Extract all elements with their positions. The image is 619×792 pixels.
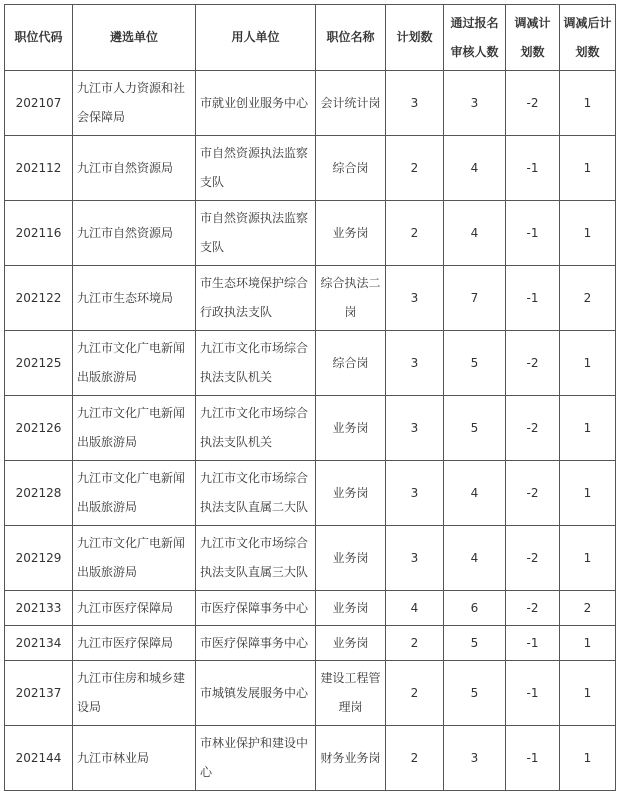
plan-cell: 3 (386, 331, 444, 396)
reduction-cell: -2 (506, 461, 560, 526)
code-cell: 202122 (5, 266, 73, 331)
table-row (5, 201, 616, 266)
after-cell: 1 (560, 331, 616, 396)
employer-cell: 市医疗保障事务中心 (196, 626, 316, 661)
after-cell: 1 (560, 626, 616, 661)
employer-cell: 九江市文化市场综合执法支队直属二大队 (196, 461, 316, 526)
reduction-cell: -2 (506, 526, 560, 591)
table-row (5, 726, 616, 791)
after-cell: 1 (560, 201, 616, 266)
selecting-unit-cell: 九江市人力资源和社会保障局 (73, 71, 196, 136)
approved-cell: 4 (444, 136, 506, 201)
table-row (5, 396, 616, 461)
after-cell: 1 (560, 661, 616, 726)
after-cell: 1 (560, 396, 616, 461)
header-cell: 职位代码 (5, 5, 73, 71)
code-cell: 202129 (5, 526, 73, 591)
after-cell: 2 (560, 266, 616, 331)
employer-cell: 市就业创业服务中心 (196, 71, 316, 136)
code-cell: 202107 (5, 71, 73, 136)
code-cell: 202112 (5, 136, 73, 201)
reduction-cell: -2 (506, 396, 560, 461)
reduction-cell: -2 (506, 71, 560, 136)
after-cell: 1 (560, 461, 616, 526)
header-row (5, 5, 616, 71)
approved-cell: 5 (444, 396, 506, 461)
reduction-cell: -1 (506, 136, 560, 201)
employer-cell: 市生态环境保护综合行政执法支队 (196, 266, 316, 331)
code-cell: 202137 (5, 661, 73, 726)
plan-cell: 3 (386, 71, 444, 136)
after-cell: 1 (560, 526, 616, 591)
employer-cell: 九江市文化市场综合执法支队直属三大队 (196, 526, 316, 591)
selecting-unit-cell: 九江市生态环境局 (73, 266, 196, 331)
header-cell: 用人单位 (196, 5, 316, 71)
position-cell: 业务岗 (316, 591, 386, 626)
selecting-unit-cell: 九江市住房和城乡建设局 (73, 661, 196, 726)
table-row (5, 266, 616, 331)
table-row (5, 591, 616, 626)
plan-cell: 2 (386, 661, 444, 726)
selecting-unit-cell: 九江市文化广电新闻出版旅游局 (73, 331, 196, 396)
plan-cell: 4 (386, 591, 444, 626)
approved-cell: 6 (444, 591, 506, 626)
selecting-unit-cell: 九江市文化广电新闻出版旅游局 (73, 461, 196, 526)
approved-cell: 4 (444, 461, 506, 526)
selecting-unit-cell: 九江市林业局 (73, 726, 196, 791)
position-cell: 财务业务岗 (316, 726, 386, 791)
plan-cell: 2 (386, 626, 444, 661)
position-cell: 业务岗 (316, 526, 386, 591)
code-cell: 202144 (5, 726, 73, 791)
after-cell: 2 (560, 591, 616, 626)
table-row (5, 331, 616, 396)
table-row (5, 71, 616, 136)
selecting-unit-cell: 九江市医疗保障局 (73, 626, 196, 661)
header-cell: 职位名称 (316, 5, 386, 71)
approved-cell: 4 (444, 526, 506, 591)
approved-cell: 5 (444, 331, 506, 396)
after-cell: 1 (560, 136, 616, 201)
reduction-cell: -1 (506, 266, 560, 331)
reduction-cell: -1 (506, 626, 560, 661)
position-adjustment-table (4, 4, 616, 791)
plan-cell: 2 (386, 136, 444, 201)
selecting-unit-cell: 九江市医疗保障局 (73, 591, 196, 626)
plan-cell: 3 (386, 396, 444, 461)
position-cell: 会计统计岗 (316, 71, 386, 136)
selecting-unit-cell: 九江市自然资源局 (73, 201, 196, 266)
employer-cell: 市自然资源执法监察支队 (196, 136, 316, 201)
approved-cell: 7 (444, 266, 506, 331)
approved-cell: 4 (444, 201, 506, 266)
position-cell: 综合执法二岗 (316, 266, 386, 331)
after-cell: 1 (560, 71, 616, 136)
position-cell: 建设工程管理岗 (316, 661, 386, 726)
reduction-cell: -1 (506, 661, 560, 726)
reduction-cell: -1 (506, 201, 560, 266)
reduction-cell: -2 (506, 331, 560, 396)
approved-cell: 3 (444, 71, 506, 136)
approved-cell: 5 (444, 626, 506, 661)
header-cell: 计划数 (386, 5, 444, 71)
reduction-cell: -1 (506, 726, 560, 791)
table-row (5, 526, 616, 591)
table-row (5, 461, 616, 526)
code-cell: 202128 (5, 461, 73, 526)
position-cell: 业务岗 (316, 461, 386, 526)
header-cell: 调减计划数 (506, 5, 560, 71)
approved-cell: 5 (444, 661, 506, 726)
employer-cell: 市城镇发展服务中心 (196, 661, 316, 726)
position-cell: 综合岗 (316, 136, 386, 201)
employer-cell: 市林业保护和建设中心 (196, 726, 316, 791)
code-cell: 202126 (5, 396, 73, 461)
plan-cell: 3 (386, 461, 444, 526)
table-row (5, 661, 616, 726)
employer-cell: 九江市文化市场综合执法支队机关 (196, 331, 316, 396)
plan-cell: 3 (386, 266, 444, 331)
code-cell: 202133 (5, 591, 73, 626)
position-cell: 综合岗 (316, 331, 386, 396)
position-cell: 业务岗 (316, 201, 386, 266)
table-row (5, 626, 616, 661)
header-cell: 调减后计划数 (560, 5, 616, 71)
code-cell: 202116 (5, 201, 73, 266)
plan-cell: 3 (386, 526, 444, 591)
position-cell: 业务岗 (316, 396, 386, 461)
position-cell: 业务岗 (316, 626, 386, 661)
employer-cell: 九江市文化市场综合执法支队机关 (196, 396, 316, 461)
plan-cell: 2 (386, 201, 444, 266)
header-cell: 遴选单位 (73, 5, 196, 71)
approved-cell: 3 (444, 726, 506, 791)
selecting-unit-cell: 九江市自然资源局 (73, 136, 196, 201)
plan-cell: 2 (386, 726, 444, 791)
after-cell: 1 (560, 726, 616, 791)
selecting-unit-cell: 九江市文化广电新闻出版旅游局 (73, 526, 196, 591)
table-row (5, 136, 616, 201)
code-cell: 202134 (5, 626, 73, 661)
employer-cell: 市自然资源执法监察支队 (196, 201, 316, 266)
code-cell: 202125 (5, 331, 73, 396)
selecting-unit-cell: 九江市文化广电新闻出版旅游局 (73, 396, 196, 461)
employer-cell: 市医疗保障事务中心 (196, 591, 316, 626)
header-cell: 通过报名审核人数 (444, 5, 506, 71)
reduction-cell: -2 (506, 591, 560, 626)
